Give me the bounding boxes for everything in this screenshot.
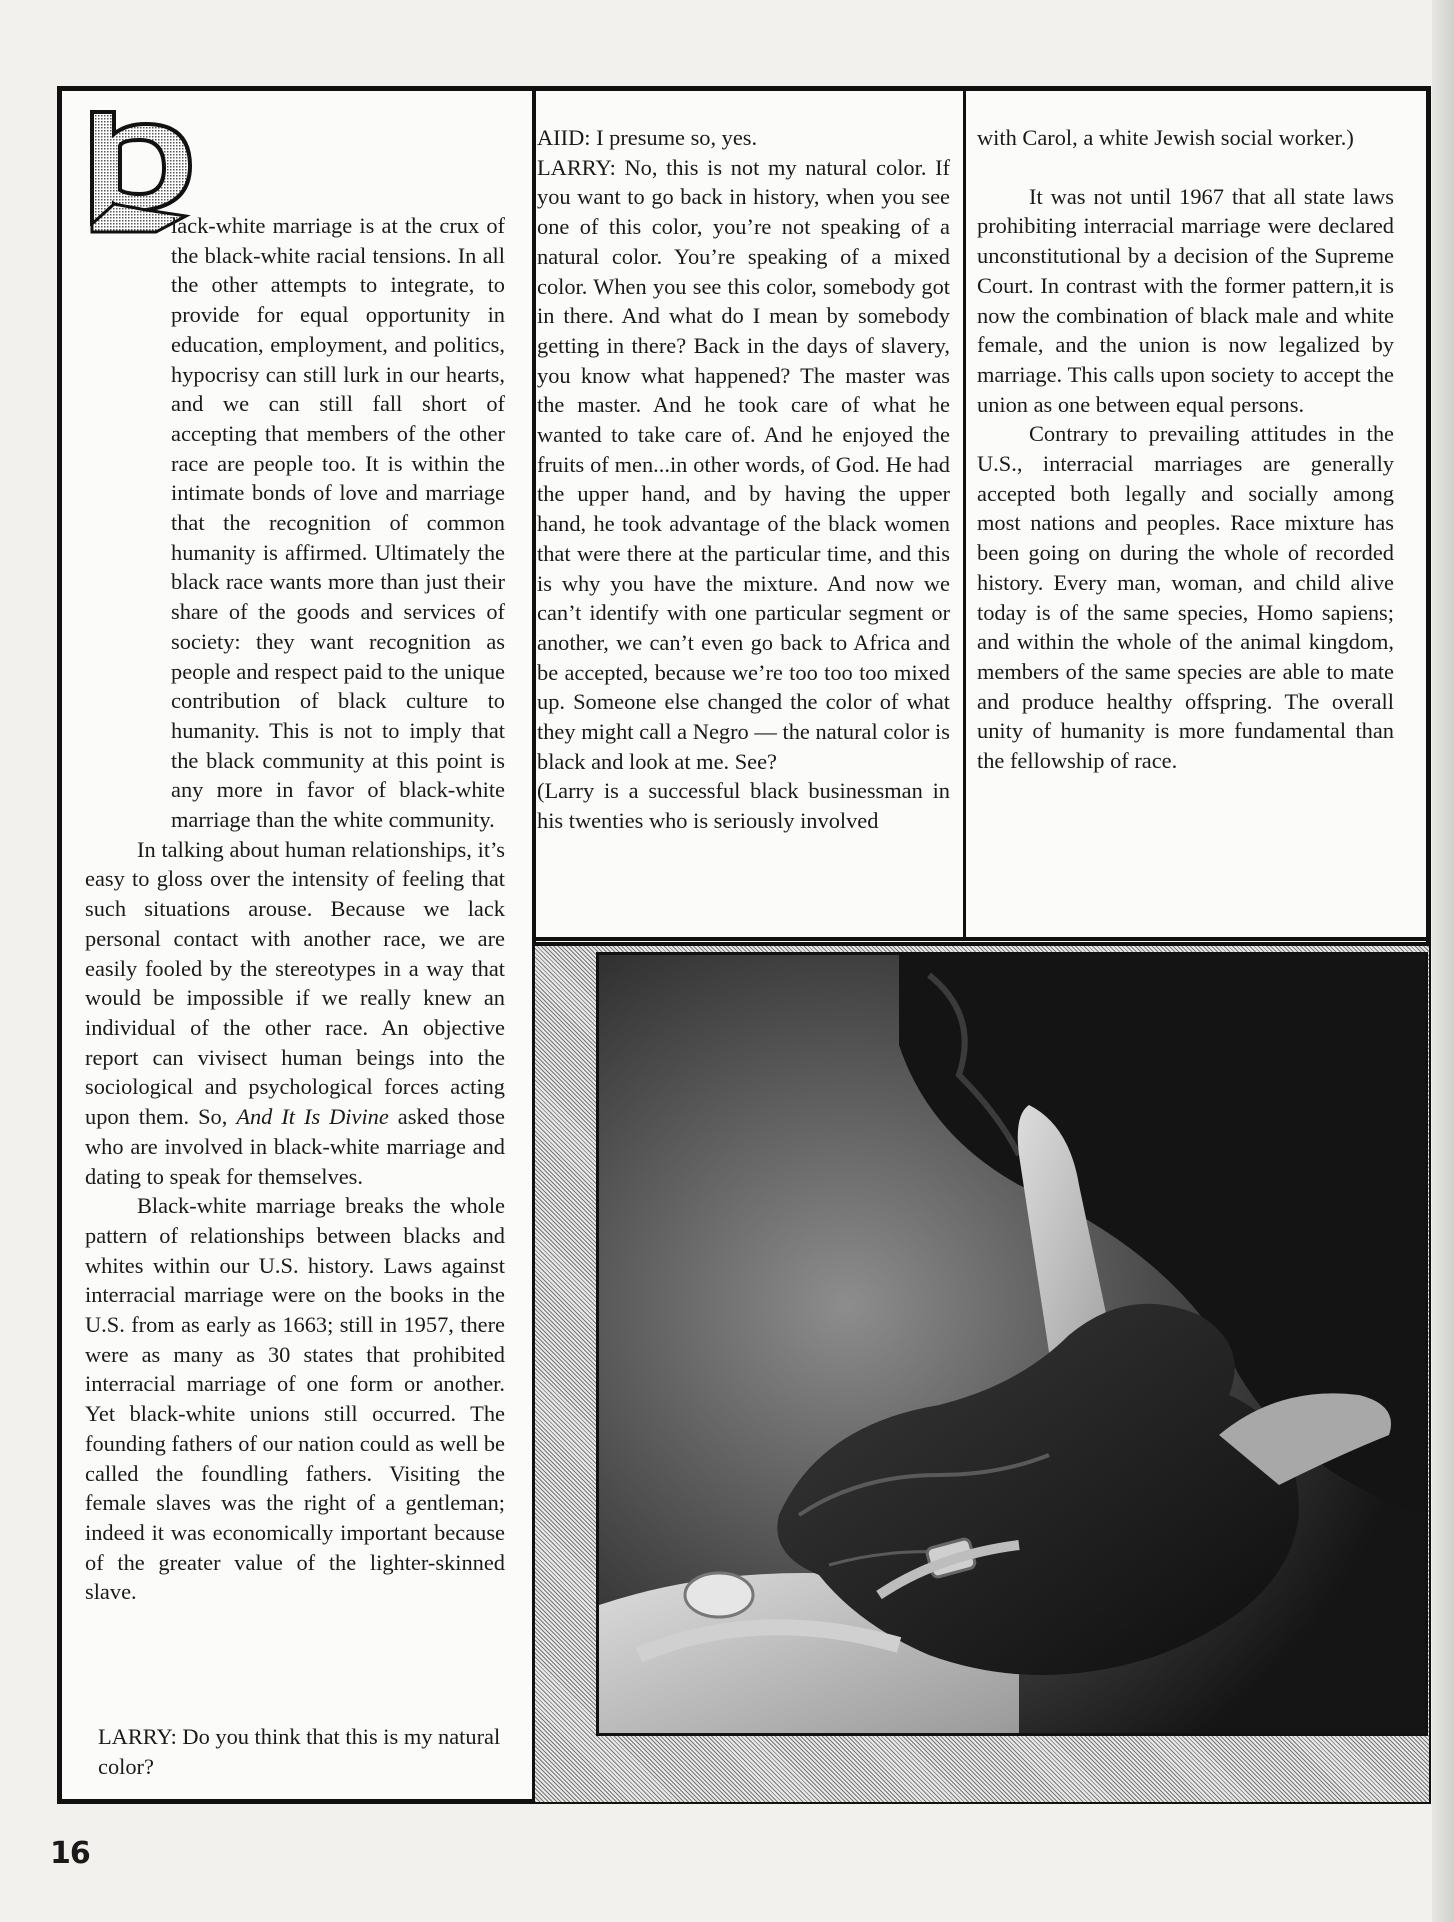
larry-question: LARRY: Do you think that this is my natural color?: [98, 1724, 501, 1779]
paragraph-supreme-court: It was not until 1967 that all state laws prohibiting interracial marriage were declared unconstitutional by a decision of the Supreme Court. In contrast with the former pattern,it is now the combination of black male and white female, and the union is now legalized by marriage. This calls upon society to accept the union as one between equal persons.: [977, 183, 1394, 417]
larry-description-end: with Carol, a white Jewish social worker.): [977, 125, 1354, 150]
paragraph-3: Black-white marriage breaks the whole pattern of relationships between blacks and whites within our U.S. history. Laws against interracial marriage were on the books in the U.S. from as early as 1663; still in 1957, there were as many as 30 states that prohibited interracial marriage of one form or another. Yet black-white unions still occurred. The founding fathers of our nation could as well be called the foundling fathers. Visiting the female slaves was the right of a gentleman; indeed it was economically important because of the greater value of the lighter-skinned slave.: [85, 1193, 505, 1605]
interviewer-answer: AIID: I presume so, yes.: [537, 125, 758, 150]
page-edge: [1432, 0, 1454, 1922]
paragraph-2-text: In talking about human relationships, it’s easy to gloss over the intensity of feeling that such situations arouse. Because we lack personal contact with another race, we are easily fooled by the stereotypes in a way that would be impossible if we really knew an individual of the other race. An objective report can vivisect human beings into the sociological and psychological forces acting upon them. So,: [85, 836, 505, 1130]
larry-description: (Larry is a successful black businessman in his twenties who is seriously involved: [537, 778, 950, 834]
magazine-title: And It Is Divine: [236, 1104, 389, 1130]
paragraph-1: lack-white marriage is at the crux of the black-white racial tensions. In all the other attempts to integrate, to provide for equal opportunity in education, employment, and politics, hypocrisy can still lurk in our hearts, and we can still fall short of accepting that members of the other race are people too. It is within the intimate bonds of love and marriage that the recognition of common humanity is affirmed. Ultimately the black race wants more than just their share of the goods and services of society: they want recognition as people and respect paid to the unique contribution of black culture to humanity. This is not to imply that the black community at this point is any more in favor of black-white marriage than the white community.: [171, 213, 505, 833]
column-divider-2: [963, 91, 966, 937]
article-column-3: [977, 123, 1394, 776]
article-column-1: [85, 211, 505, 1607]
larry-answer: LARRY: No, this is not my natural color. If you want to go back in history, when you see one of this color, you’re not speaking of a natural color. You’re speaking of a mixed color. When you see this color, somebody got in there. And what do I mean by somebody getting in there? Back in the days of slavery, you know what happened? The master was the master. And he took care of what he wanted to take care of. And he enjoyed the fruits of men...in other words, of God. He had the upper hand, and by having the upper hand, he took advantage of the black women that were there at the particular time, and this is why you have the mixture. And now we can’t identify with one particular segment or another, we can’t even go back to Africa and be accepted, because we’re too too too mixed up. Someone else changed the color of what they might call a Negro — the natural color is black and look at me. See?: [537, 154, 950, 774]
page-number: 16: [50, 1836, 90, 1871]
paragraph-2-tail: asked those who are involved in black-white marriage and dating to speak for themselves.: [85, 1104, 505, 1189]
text-photo-divider: [535, 937, 1426, 941]
paragraph-contrary: Contrary to prevailing attitudes in the U.S., interracial marriages are generally accepted both legally and socially among most nations and peoples. Race mixture has been going on during the whole of recorded history. Every man, woman, and child alive today is of the same species, Homo sapiens; and within the whole of the animal kingdom, members of the same species are able to mate and produce healthy offspring. The overall unity of humanity is more fundamental than the fellowship of race.: [977, 421, 1394, 774]
article-column-2: [537, 123, 950, 836]
photo-hands-rings: [596, 952, 1428, 1736]
paragraph-2: [85, 835, 505, 1191]
